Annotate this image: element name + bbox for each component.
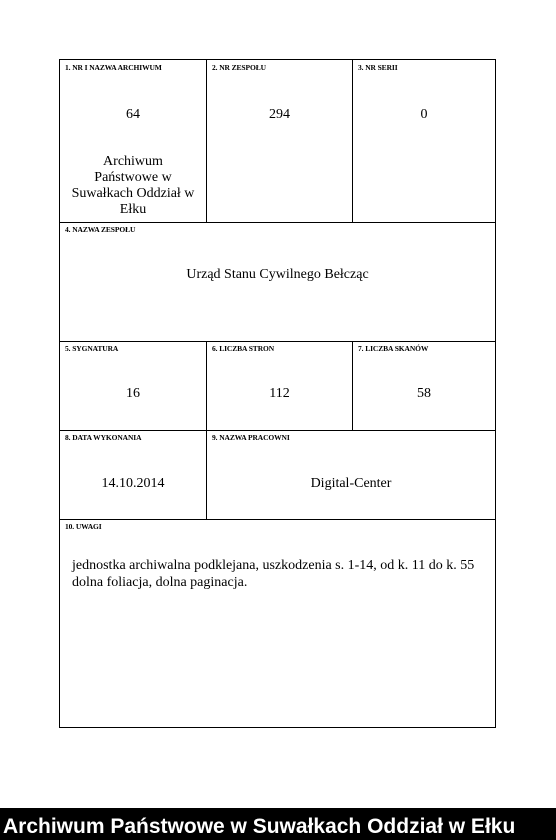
studio-value: Digital-Center <box>310 476 392 491</box>
date-value: 14.10.2014 <box>101 476 165 491</box>
archive-footer-banner: Archiwum Państwowe w Suwałkach Oddział w Ełku <box>0 808 556 840</box>
scans-value: 58 <box>417 386 431 401</box>
notes-label: 10. UWAGI <box>65 522 102 531</box>
fond-name-label: 4. NAZWA ZESPOŁU <box>65 225 136 234</box>
archive-number: 64 <box>126 107 140 122</box>
notes-value: jednostka archiwalna podklejana, uszkodzenia s. 1-14, od k. 11 do k. 55 dolna foliacja, dolna paginacja. <box>72 558 475 590</box>
fond-name-cell <box>60 222 495 341</box>
pages-label: 6. LICZBA STRON <box>212 344 275 353</box>
fond-number-value: 294 <box>269 107 290 122</box>
archive-label: 1. NR I NAZWA ARCHIWUM <box>65 63 162 72</box>
fond-number-label: 2. NR ZESPOŁU <box>212 63 266 72</box>
signature-cell <box>60 341 206 430</box>
notes-cell <box>60 519 495 727</box>
pages-value: 112 <box>269 386 290 401</box>
series-number-value: 0 <box>420 107 428 122</box>
date-label: 8. DATA WYKONANIA <box>65 433 142 442</box>
row-counts <box>59 341 496 431</box>
studio-cell <box>206 430 495 519</box>
signature-value: 16 <box>126 386 140 401</box>
scans-cell <box>352 341 495 430</box>
pages-cell <box>206 341 352 430</box>
fond-number-cell <box>206 60 352 222</box>
scans-label: 7. LICZBA SKANÓW <box>358 344 429 353</box>
row-fond-name <box>59 222 496 342</box>
fond-name-value: Urząd Stanu Cywilnego Bełcząc <box>186 267 369 282</box>
archive-name: Archiwum Państwowe w Suwałkach Oddział w Ełku <box>71 154 195 217</box>
series-number-cell <box>352 60 495 222</box>
date-cell <box>60 430 206 519</box>
signature-label: 5. SYGNATURA <box>65 344 119 353</box>
row-date-studio <box>59 430 496 520</box>
row-archive-info <box>59 59 496 223</box>
series-number-label: 3. NR SERII <box>358 63 398 72</box>
row-notes <box>59 519 496 728</box>
archive-cell <box>60 60 206 222</box>
studio-label: 9. NAZWA PRACOWNI <box>212 433 290 442</box>
